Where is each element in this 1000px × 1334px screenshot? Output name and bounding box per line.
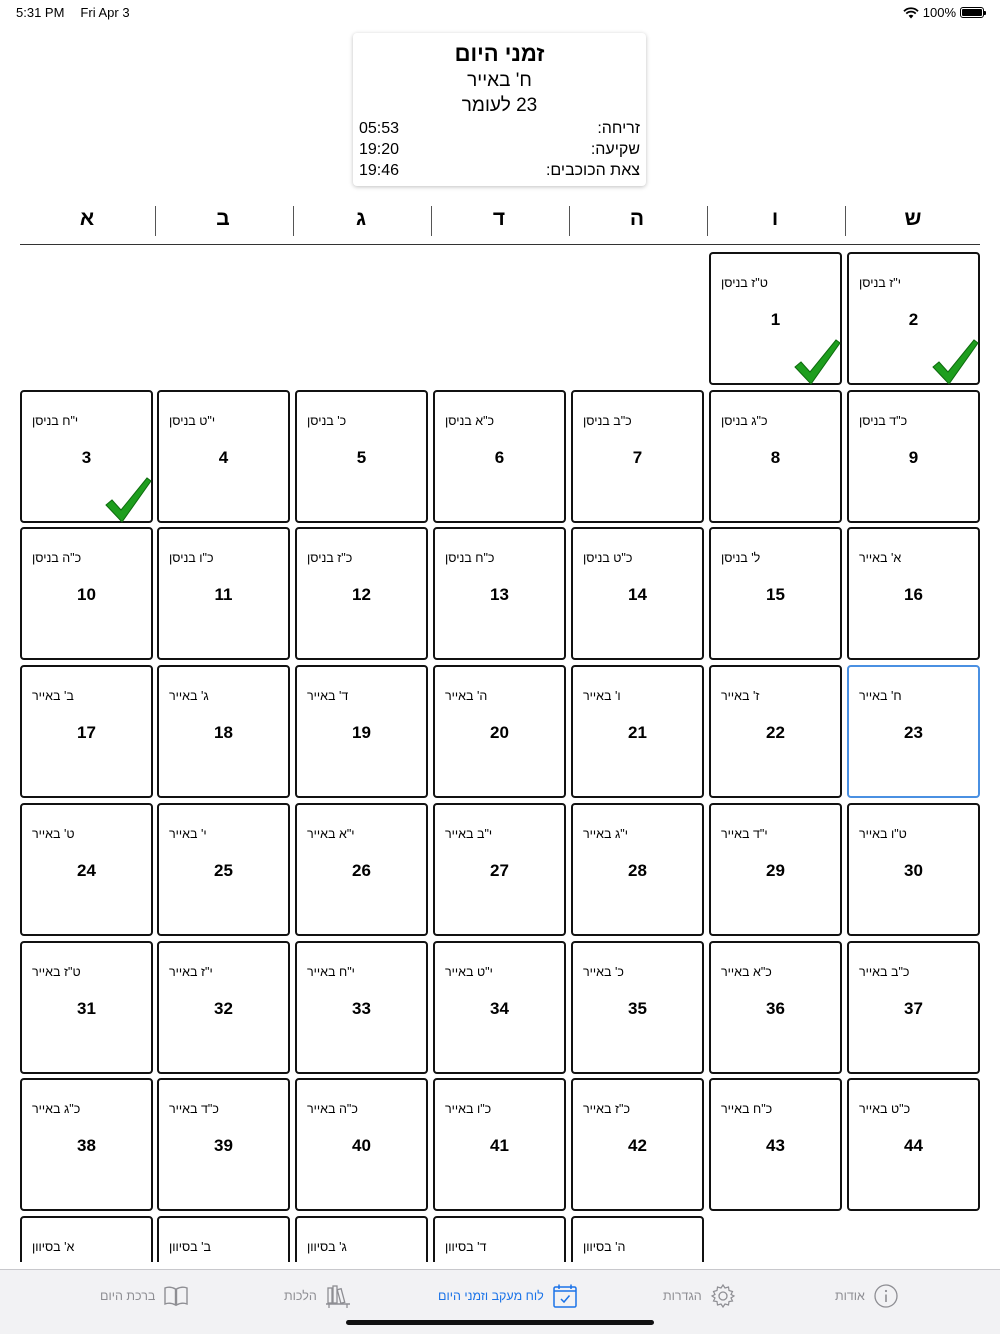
calendar-day-cell[interactable] xyxy=(571,803,704,936)
calendar-day-cell[interactable] xyxy=(157,527,290,660)
weekday-shabbat: ש xyxy=(904,207,922,230)
calendar-day-cell[interactable] xyxy=(20,1216,153,1262)
omer-day-number: 8 xyxy=(770,448,781,467)
hebrew-date-label: ה' בסיוון xyxy=(583,1240,626,1254)
library-icon xyxy=(325,1283,351,1309)
hebrew-date-label: כ"ג בניסן xyxy=(721,414,768,428)
tab-label: ברכת היום xyxy=(100,1289,156,1303)
book-icon xyxy=(163,1283,189,1309)
omer-day-number: 13 xyxy=(490,585,509,604)
calendar-day-cell[interactable] xyxy=(295,1216,428,1262)
omer-count: 23 לעומר xyxy=(461,95,538,116)
hebrew-date-label: כ' בניסן xyxy=(307,414,347,428)
hebrew-date-label: ט"ז באייר xyxy=(32,965,81,979)
home-indicator[interactable] xyxy=(346,1320,654,1325)
hebrew-date-label: ד' בסיוון xyxy=(445,1240,487,1254)
hebrew-date-label: י"א באייר xyxy=(307,827,355,841)
checkmark-icon xyxy=(930,337,980,387)
omer-day-number: 30 xyxy=(904,861,923,880)
omer-day-number: 41 xyxy=(490,1136,509,1155)
omer-day-number: 10 xyxy=(77,585,96,604)
info-icon xyxy=(873,1283,899,1309)
calendar-day-cell[interactable] xyxy=(709,1078,842,1211)
omer-day-number: 7 xyxy=(632,448,643,467)
hebrew-date-label: כ"ז באייר xyxy=(583,1102,631,1116)
omer-day-number: 20 xyxy=(490,723,509,742)
omer-day-number: 43 xyxy=(766,1136,785,1155)
hebrew-date-label: כ"ב באייר xyxy=(859,965,910,979)
card-title: זמני היום xyxy=(454,41,545,66)
hebrew-date-label: ג' באייר xyxy=(169,689,209,703)
omer-day-number: 21 xyxy=(628,723,647,742)
hebrew-date-label: א' באייר xyxy=(859,551,902,565)
hebrew-date-label: כ"ג באייר xyxy=(32,1102,81,1116)
weekday-sunday: א xyxy=(79,207,95,230)
omer-day-number: 39 xyxy=(214,1136,233,1155)
omer-day-number: 44 xyxy=(904,1136,923,1155)
omer-day-number: 12 xyxy=(352,585,371,604)
calendar-day-cell[interactable] xyxy=(157,1078,290,1211)
calendar-day-cell[interactable] xyxy=(709,252,842,385)
omer-day-number: 2 xyxy=(908,310,919,329)
calendar-day-cell[interactable] xyxy=(847,665,980,798)
hebrew-date-label: ח' באייר xyxy=(859,689,902,703)
hebrew-date-label: ב' בסיוון xyxy=(169,1240,211,1254)
calendar-day-cell[interactable] xyxy=(847,803,980,936)
hebrew-date-label: כ"ז בניסן xyxy=(307,551,353,565)
hebrew-date-label: י"ח בניסן xyxy=(32,414,79,428)
omer-day-number: 5 xyxy=(356,448,367,467)
calendar-day-cell[interactable] xyxy=(157,665,290,798)
tab-about[interactable] xyxy=(835,1281,899,1311)
omer-day-number: 35 xyxy=(628,999,647,1018)
calendar-day-cell[interactable] xyxy=(433,665,566,798)
omer-day-number: 11 xyxy=(214,585,233,604)
calendar-day-cell[interactable] xyxy=(709,390,842,523)
sunrise-label: זריחה: xyxy=(597,120,640,137)
calendar-day-cell[interactable] xyxy=(847,941,980,1074)
omer-day-number: 33 xyxy=(352,999,371,1018)
calendar-day-cell[interactable] xyxy=(157,941,290,1074)
hebrew-date-label: ז' באייר xyxy=(721,689,760,703)
calendar-day-cell[interactable] xyxy=(295,803,428,936)
omer-day-number: 38 xyxy=(77,1136,96,1155)
omer-day-number: 6 xyxy=(494,448,505,467)
calendar-day-cell[interactable] xyxy=(709,665,842,798)
wifi-icon xyxy=(903,7,919,19)
nightfall-row xyxy=(359,162,640,182)
hebrew-date-label: א' בסיוון xyxy=(32,1240,75,1254)
omer-day-number: 9 xyxy=(908,448,919,467)
sunset-label: שקיעה: xyxy=(590,141,640,158)
hebrew-date-label: י"ב באייר xyxy=(445,827,493,841)
hebrew-date-label: כ"א באייר xyxy=(721,965,772,979)
sunrise-value: 05:53 xyxy=(359,120,400,137)
omer-day-number: 28 xyxy=(628,861,647,880)
omer-day-number: 34 xyxy=(490,999,509,1018)
hebrew-date-label: כ"ה בניסן xyxy=(32,551,82,565)
calendar-day-cell[interactable] xyxy=(295,527,428,660)
hebrew-date-label: י"ט בניסן xyxy=(169,414,216,428)
omer-day-number: 4 xyxy=(218,448,229,467)
calendar-day-cell[interactable] xyxy=(295,941,428,1074)
calendar-day-cell[interactable] xyxy=(847,252,980,385)
tab-label: לוח מעקב וזמני היום xyxy=(438,1289,544,1303)
sunset-row xyxy=(359,141,640,161)
calendar-grid xyxy=(0,250,1000,1262)
hebrew-date-label: ט' באייר xyxy=(32,827,75,841)
calendar-day-cell[interactable] xyxy=(571,527,704,660)
calendar-day-cell[interactable] xyxy=(847,390,980,523)
calendar-day-cell[interactable] xyxy=(433,1078,566,1211)
hebrew-date-label: כ"ט באייר xyxy=(859,1102,911,1116)
hebrew-date-label: כ"ח באייר xyxy=(721,1102,773,1116)
calendar-day-cell[interactable] xyxy=(847,1078,980,1211)
calendar-day-cell[interactable] xyxy=(433,803,566,936)
weekday-divider xyxy=(155,206,156,236)
calendar-day-cell[interactable] xyxy=(295,390,428,523)
hebrew-date-label: י"ז באייר xyxy=(169,965,213,979)
omer-day-number: 42 xyxy=(628,1136,647,1155)
omer-day-number: 37 xyxy=(904,999,923,1018)
calendar-day-cell[interactable] xyxy=(20,941,153,1074)
hebrew-date-label: ט"ו באייר xyxy=(859,827,907,841)
hebrew-date-label: י"ט באייר xyxy=(445,965,493,979)
checkmark-icon xyxy=(103,475,153,525)
calendar-day-cell[interactable] xyxy=(571,1078,704,1211)
tab-laws[interactable] xyxy=(284,1281,351,1311)
weekday-wednesday: ד xyxy=(492,207,506,230)
omer-day-number: 1 xyxy=(770,310,781,329)
hebrew-date: ח' באייר xyxy=(467,70,532,91)
omer-day-number: 31 xyxy=(77,999,96,1018)
sunset-value: 19:20 xyxy=(359,141,400,158)
nightfall-value: 19:46 xyxy=(359,162,400,179)
calendar-day-cell[interactable] xyxy=(433,941,566,1074)
hebrew-date-label: י' באייר xyxy=(169,827,207,841)
calendar-day-cell[interactable] xyxy=(433,1216,566,1262)
hebrew-date-label: ל' בניסן xyxy=(721,551,761,565)
weekday-divider xyxy=(707,206,708,236)
weekday-divider xyxy=(569,206,570,236)
sunrise-row xyxy=(359,120,640,140)
battery-icon xyxy=(960,7,984,18)
battery-percent: 100% xyxy=(922,5,956,20)
weekday-divider xyxy=(293,206,294,236)
status-bar xyxy=(0,0,1000,24)
tab-settings[interactable] xyxy=(663,1281,736,1311)
omer-day-number: 36 xyxy=(766,999,785,1018)
calendar-day-cell[interactable] xyxy=(20,1078,153,1211)
tab-label: הגדרות xyxy=(663,1289,702,1303)
calendar-day-cell[interactable] xyxy=(157,390,290,523)
omer-day-number: 23 xyxy=(904,723,923,742)
hebrew-date-label: ט"ז בניסן xyxy=(721,276,768,290)
hebrew-date-label: כ' באייר xyxy=(583,965,624,979)
omer-day-number: 22 xyxy=(766,723,785,742)
omer-day-number: 16 xyxy=(904,585,923,604)
hebrew-date-label: י"ג באייר xyxy=(583,827,628,841)
hebrew-date-label: ב' באייר xyxy=(32,689,74,703)
calendar-day-cell[interactable] xyxy=(847,527,980,660)
omer-day-number: 3 xyxy=(81,448,92,467)
calendar-day-cell[interactable] xyxy=(571,1216,704,1262)
weekday-monday: ב xyxy=(216,207,230,230)
calendar-day-cell[interactable] xyxy=(709,941,842,1074)
calendar-day-cell[interactable] xyxy=(433,527,566,660)
calendar-day-cell[interactable] xyxy=(20,527,153,660)
hebrew-date-label: י"ד באייר xyxy=(721,827,768,841)
omer-day-number: 15 xyxy=(766,585,785,604)
day-times-card xyxy=(353,33,646,186)
omer-day-number: 19 xyxy=(352,723,371,742)
checkmark-icon xyxy=(792,337,842,387)
tab-label: הלכות xyxy=(284,1289,317,1303)
omer-day-number: 40 xyxy=(352,1136,371,1155)
weekday-thursday: ה xyxy=(629,207,645,230)
omer-day-number: 17 xyxy=(77,723,96,742)
calendar-check-icon xyxy=(552,1283,578,1309)
calendar-day-cell[interactable] xyxy=(571,390,704,523)
calendar-day-cell[interactable] xyxy=(157,1216,290,1262)
status-time: 5:31 PM xyxy=(16,5,65,20)
hebrew-date-label: ד' באייר xyxy=(307,689,349,703)
hebrew-date-label: כ"א בניסן xyxy=(445,414,495,428)
calendar-day-cell[interactable] xyxy=(20,803,153,936)
weekday-friday: ו xyxy=(771,207,779,230)
calendar-day-cell[interactable] xyxy=(295,1078,428,1211)
omer-day-number: 14 xyxy=(628,585,647,604)
omer-day-number: 18 xyxy=(214,723,233,742)
omer-day-number: 25 xyxy=(214,861,233,880)
hebrew-date-label: כ"ו בניסן xyxy=(169,551,214,565)
calendar-day-cell[interactable] xyxy=(157,803,290,936)
calendar-day-cell[interactable] xyxy=(433,390,566,523)
hebrew-date-label: כ"ד בניסן xyxy=(859,414,908,428)
hebrew-date-label: ה' באייר xyxy=(445,689,488,703)
hebrew-date-label: כ"ו באייר xyxy=(445,1102,492,1116)
hebrew-date-label: כ"ה באייר xyxy=(307,1102,358,1116)
tab-label: אודות xyxy=(835,1289,865,1303)
omer-day-number: 27 xyxy=(490,861,509,880)
hebrew-date-label: כ"ב בניסן xyxy=(583,414,632,428)
hebrew-date-label: כ"ט בניסן xyxy=(583,551,633,565)
calendar-day-cell[interactable] xyxy=(709,803,842,936)
calendar-day-cell[interactable] xyxy=(295,665,428,798)
tab-daily-blessing[interactable] xyxy=(100,1281,189,1311)
tab-tracker-calendar[interactable] xyxy=(438,1281,578,1311)
hebrew-date-label: ו' באייר xyxy=(583,689,621,703)
hebrew-date-label: י"ח באייר xyxy=(307,965,355,979)
header-divider xyxy=(20,244,980,245)
calendar-day-cell[interactable] xyxy=(571,941,704,1074)
weekday-tuesday: ג xyxy=(355,207,367,230)
hebrew-date-label: כ"ד באייר xyxy=(169,1102,219,1116)
status-date: Fri Apr 3 xyxy=(80,5,130,20)
omer-day-number: 32 xyxy=(214,999,233,1018)
hebrew-date-label: י"ז בניסן xyxy=(859,276,901,290)
calendar-day-cell[interactable] xyxy=(20,390,153,523)
calendar-day-cell[interactable] xyxy=(20,665,153,798)
omer-day-number: 29 xyxy=(766,861,785,880)
gear-icon xyxy=(710,1283,736,1309)
weekday-divider xyxy=(431,206,432,236)
weekday-divider xyxy=(845,206,846,236)
omer-day-number: 26 xyxy=(352,861,371,880)
calendar-day-cell[interactable] xyxy=(571,665,704,798)
nightfall-label: צאת הכוכבים: xyxy=(545,162,640,179)
hebrew-date-label: ג' בסיוון xyxy=(307,1240,347,1254)
hebrew-date-label: כ"ח בניסן xyxy=(445,551,495,565)
weekday-header xyxy=(18,204,980,234)
omer-day-number: 24 xyxy=(77,861,96,880)
calendar-day-cell[interactable] xyxy=(709,527,842,660)
